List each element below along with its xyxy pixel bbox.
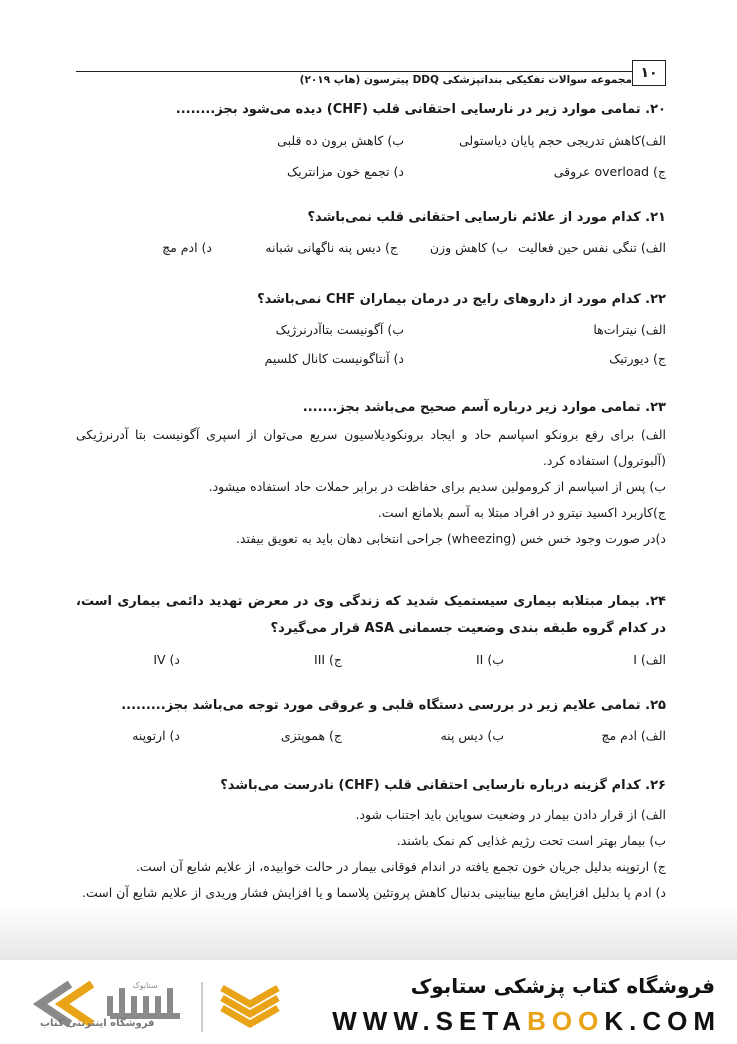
option-a: الف) تنگی نفس حین فعالیت <box>518 240 666 255</box>
header-rule <box>76 71 632 72</box>
option-c: ج) ارتوپنه بدلیل جریان خون تجمع یافته در اندام فوقانی بیمار در حالت خوابیده، از علایم شایع آن است. <box>135 859 666 874</box>
question-title: ۲۴. بیمار مبتلابه بیماری سیستمیک شدید که زندگی وی در معرض تهدید دائمی بیماری است، در کدام گروه طبقه بندی وضعیت جسمانی ASA قرار می‌گیرد؟ <box>76 594 666 636</box>
store-name: فروشگاه کتاب پزشکی ستابوک <box>410 974 715 998</box>
question-26 <box>76 774 666 906</box>
option-b: ب) پس از اسپاسم از کرومولین سدیم برای حفاظت در برابر حملات حاد استفاده میشود. <box>208 479 666 494</box>
option-d: د) ادم مچ <box>162 240 212 255</box>
question-22 <box>76 288 666 372</box>
option-c: ج) دیس پنه ناگهانی شبانه <box>265 240 398 255</box>
option-c: ج) overload عروقی <box>553 164 666 179</box>
option-a: الف) از قرار دادن بیمار در وضعیت سوپاین باید اجتناب شود. <box>355 807 666 822</box>
option-b: ب) کاهش برون ده قلبی <box>277 133 404 148</box>
option-b: ب) بیمار بهتر است تحت رژیم غذایی کم نمک باشند. <box>396 833 666 848</box>
option-d: د) IV <box>153 652 180 667</box>
option-b: ب) کاهش وزن <box>429 240 508 255</box>
question-25 <box>76 694 666 749</box>
option-b: ب) II <box>476 652 504 667</box>
question-title: ۲۵. تمامی علایم زیر در بررسی دستگاه قلبی و عروقی مورد توجه می‌باشد بجز......... <box>121 698 666 713</box>
question-23 <box>76 396 666 552</box>
question-24 <box>76 588 666 673</box>
option-c: ج) III <box>314 652 342 667</box>
store-footer-banner <box>0 960 737 1044</box>
option-b: ب) آگونیست بتاآدرنرژیک <box>275 322 404 337</box>
question-title: ۲۶. کدام گزینه درباره نارسایی احتقانی قلب (CHF) نادرست می‌باشد؟ <box>220 778 666 793</box>
store-url: WWW.SETABOOK.COM <box>332 1006 721 1036</box>
question-title: ۲۱. کدام مورد از علائم نارسایی احتقانی قلب نمی‌باشد؟ <box>307 210 666 225</box>
running-head: مجموعه سوالات تفکیکی بنداتپزشکی DDQ پیترسون (هاپ ۲۰۱۹) <box>299 74 632 86</box>
option-d: د) ارتوپنه <box>132 728 180 743</box>
option-d: د) تجمع خون مزانتریک <box>286 164 404 179</box>
page-number: ۱۰ <box>632 60 666 86</box>
option-d: د) ادم پا بدلیل افزایش مایع بینابینی بدنبال کاهش پروتئین پلاسما و یا افزایش فشار وریدی از علایم شایع آن است. <box>82 885 666 900</box>
option-d: د) آنتاگونیست کانال کلسیم <box>264 351 404 366</box>
option-a: الف) ادم مچ <box>601 728 666 743</box>
logo-wordmark: ستابوک <box>132 981 158 990</box>
option-a: الف) نیترات‌ها <box>593 322 666 337</box>
option-c: ج) دیورتیک <box>609 351 666 366</box>
option-b: ب) دیس پنه <box>440 728 504 743</box>
question-title: ۲۳. تمامی موارد زیر درباره آسم صحیح می‌باشد بجز....... <box>302 400 666 415</box>
logo-tagline: فروشگاه اینترنتی کتاب <box>40 1018 155 1029</box>
question-20 <box>76 98 666 185</box>
question-title: ۲۲. کدام مورد از داروهای رایج در درمان بیماران CHF نمی‌باشد؟ <box>257 292 666 307</box>
page-edge-shadow <box>0 905 737 965</box>
option-a: الف) برای رفع برونکو اسپاسم حاد و ایجاد برونکودیلاسیون سریع می‌توان از اسپری آگونیست بتا آدرنرژیکی (آلبوترول) استفاده کرد. <box>76 427 666 468</box>
question-title: ۲۰. تمامی موارد زیر در نارسایی احتقانی قلب (CHF) دیده می‌شود بجز........ <box>175 102 666 117</box>
option-a: الف) I <box>633 652 666 667</box>
option-c: ج)کاربرد اکسید نیترو در افراد مبتلا به آسم بلامانع است. <box>377 505 666 520</box>
option-a: الف)کاهش تدریجی حجم پایان دیاستولی <box>459 133 666 148</box>
question-21 <box>76 206 666 261</box>
option-d: د)در صورت وجود خس خس (wheezing) جراحی انتخابی دهان باید به تعویق بیفتد. <box>235 531 666 546</box>
option-c: ج) هموپتزی <box>280 728 342 743</box>
